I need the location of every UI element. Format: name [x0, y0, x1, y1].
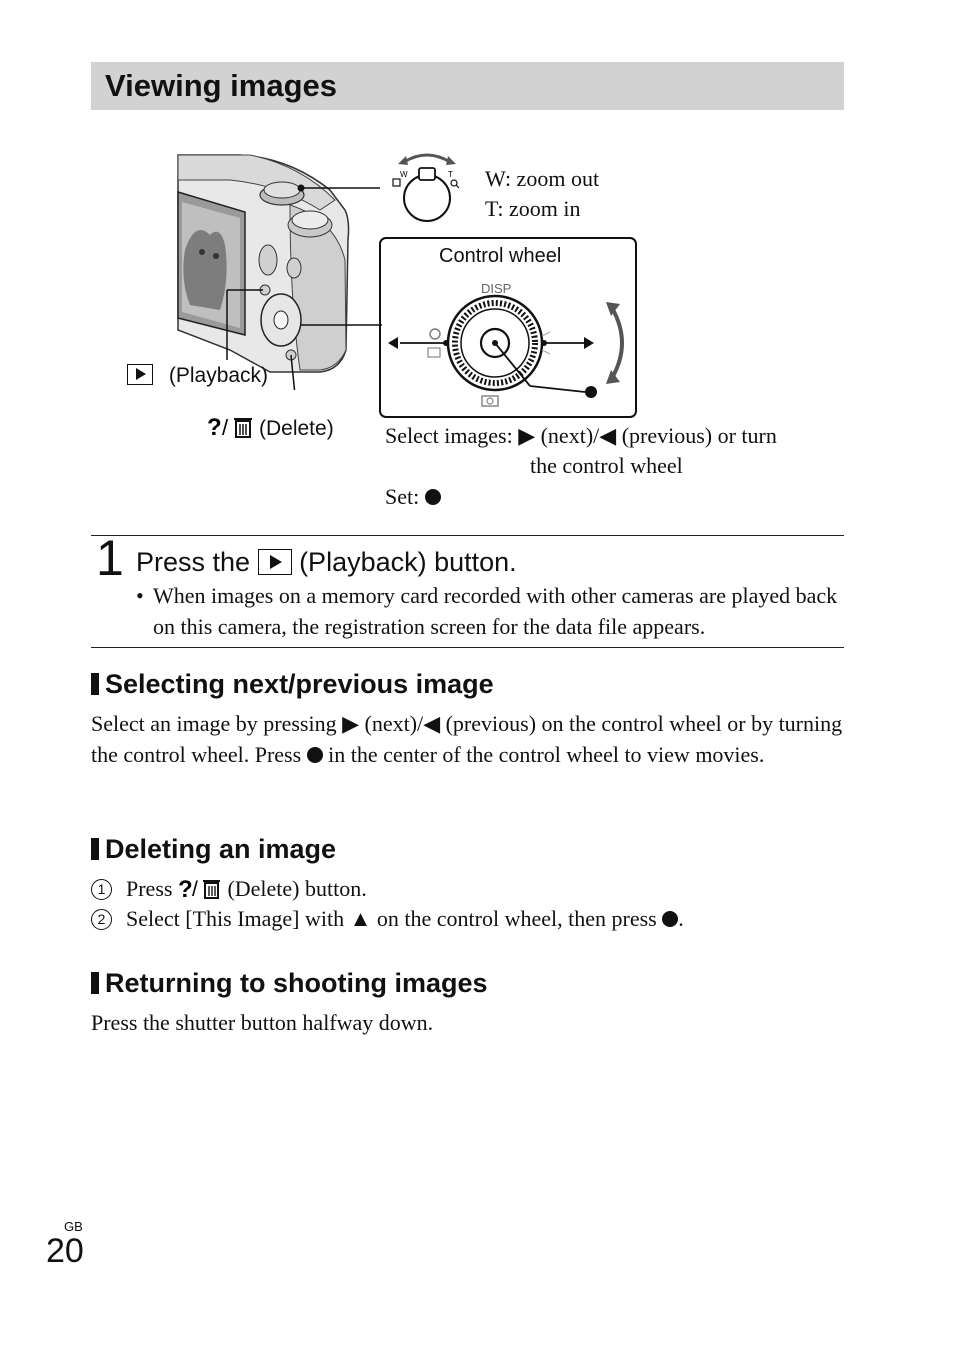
- next-arrow-icon: ▶: [518, 423, 536, 448]
- svg-text:?: ?: [207, 414, 222, 441]
- step-bottom-rule: [91, 647, 844, 648]
- svg-text:?: ?: [177, 876, 193, 901]
- step-note: • When images on a memory card recorded with other cameras are played back on this camera, the registration screen for the data file appears.: [136, 583, 838, 639]
- next-arrow-icon: ▶: [342, 711, 360, 736]
- step-top-rule: [91, 535, 844, 536]
- heading-marker: [91, 972, 99, 994]
- delete-step-2: 2 Select [This Image] with ▲ on the control wheel, then press .: [91, 903, 844, 934]
- step-instruction: Press the (Playback) button.: [136, 547, 517, 577]
- selecting-paragraph: Select an image by pressing ▶ (next)/◀ (previous) on the control wheel or by turning the control wheel. Press in the center of the control wheel to view movies.: [91, 711, 843, 767]
- delete-button-label: ? / (Delete): [207, 414, 334, 441]
- help-delete-icon: [207, 413, 255, 441]
- control-wheel-diagram: [380, 270, 636, 416]
- set-caption: Set:: [385, 484, 441, 510]
- zoom-in-label: T: zoom in: [485, 196, 581, 221]
- center-button-icon: [307, 747, 323, 763]
- step-number: 1: [96, 530, 124, 586]
- zoom-t-letter: T: [448, 170, 453, 179]
- svg-text:/: /: [222, 415, 229, 440]
- delete-step-1: 1 Press ? / (Delete) button.: [91, 873, 844, 904]
- select-images-caption-line2: the control wheel: [530, 453, 683, 478]
- playback-icon: [127, 364, 153, 385]
- camera-illustration: [170, 150, 400, 390]
- zoom-lever-icon: [390, 150, 462, 228]
- heading-selecting: Selecting next/previous image: [91, 669, 494, 700]
- center-button-icon: [662, 911, 678, 927]
- previous-arrow-icon: ◀: [423, 711, 441, 736]
- playback-icon: [258, 549, 292, 575]
- heading-returning: Returning to shooting images: [91, 968, 488, 999]
- select-images-caption: Select images: ▶ (next)/◀ (previous) or turn: [385, 423, 777, 448]
- playback-button-label: (Playback): [127, 364, 268, 388]
- returning-paragraph: Press the shutter button halfway down.: [91, 1010, 434, 1035]
- disp-label: DISP: [481, 281, 512, 296]
- region-code: GB: [64, 1219, 83, 1234]
- up-arrow-icon: ▲: [349, 906, 372, 931]
- previous-arrow-icon: ◀: [599, 423, 617, 448]
- zoom-w-letter: W: [400, 170, 408, 179]
- page-number: 20: [46, 1232, 84, 1270]
- zoom-out-label: W: zoom out: [485, 166, 600, 191]
- page-title: Viewing images: [105, 68, 338, 103]
- control-wheel-label: Control wheel: [439, 245, 562, 267]
- heading-marker: [91, 673, 99, 695]
- svg-text:/: /: [191, 878, 198, 901]
- heading-marker: [91, 838, 99, 860]
- heading-deleting: Deleting an image: [91, 834, 336, 865]
- section-title-bar: [91, 62, 844, 110]
- set-dot-icon: [425, 489, 441, 505]
- help-delete-icon: [178, 875, 222, 901]
